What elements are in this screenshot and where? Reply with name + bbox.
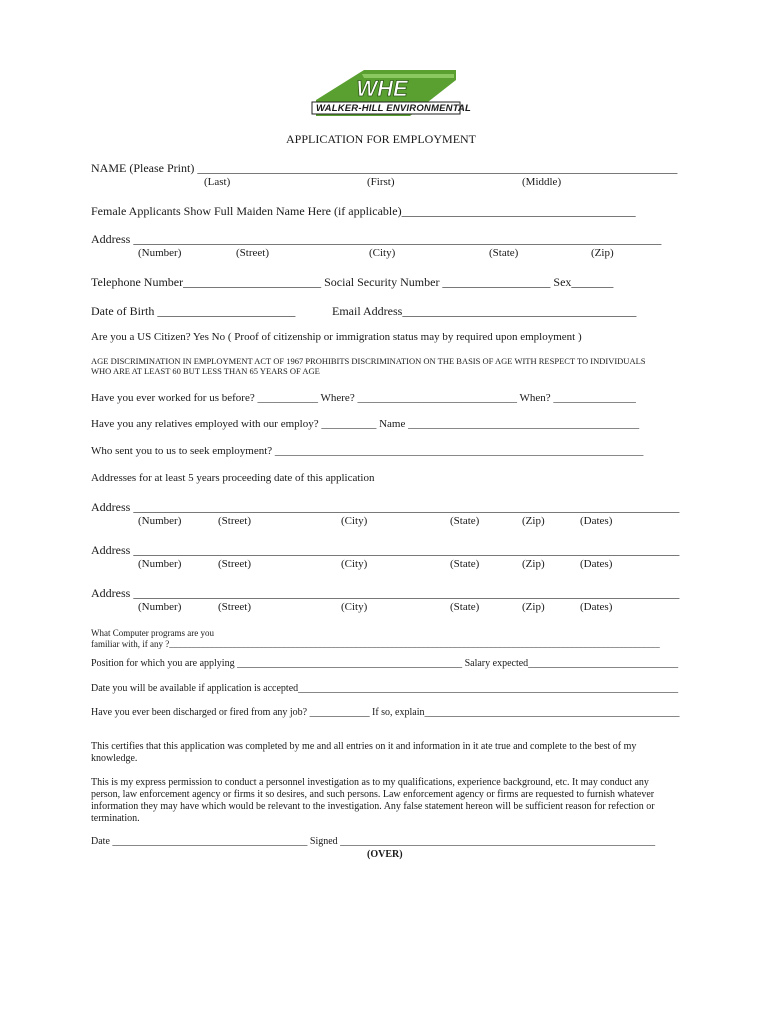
- availability-field[interactable]: Date you will be available if application is accepted____________________________________________________________________________: [91, 683, 679, 694]
- company-logo: [306, 66, 472, 120]
- worked-before-field[interactable]: Have you ever worked for us before? ___________ Where? _____________________________ When? _______________: [91, 392, 636, 404]
- address-city-label: (City): [341, 515, 368, 527]
- permission-text-4: termination.: [91, 813, 140, 824]
- age-notice-2: WHO ARE AT LEAST 60 BUT LESS THAN 65 YEARS OF AGE: [91, 366, 320, 376]
- form-title: APPLICATION FOR EMPLOYMENT: [286, 132, 477, 146]
- address-history-3[interactable]: Address ___________________________________________________________________________________________: [91, 586, 680, 600]
- permission-text-1: This is my express permission to conduct a personnel investigation as to my qualifications, experience background, etc. It may conduct any: [91, 777, 649, 788]
- address-number-label: (Number): [138, 247, 182, 259]
- address-zip-label: (Zip): [522, 558, 545, 570]
- address-state-label: (State): [450, 601, 480, 613]
- address-city-label: (City): [369, 247, 396, 259]
- date-signature-field[interactable]: Date _______________________________________ Signed _______________________________________________________________: [91, 836, 656, 847]
- maiden-name-field[interactable]: Female Applicants Show Full Maiden Name Here (if applicable)_______________________________________: [91, 204, 636, 218]
- name-middle-label: (Middle): [522, 176, 562, 188]
- certification-text: This certifies that this application was completed by me and all entries on it and information in it ate true and complete to the best of my: [91, 741, 637, 752]
- address-field[interactable]: Address ________________________________________________________________________________________: [91, 232, 662, 246]
- permission-text-3: information they may have which would be relevant to the investigation. Any false statement hereon will be sufficient reason for refection or: [91, 801, 655, 812]
- address-state-label: (State): [450, 558, 480, 570]
- address-dates-label: (Dates): [580, 558, 613, 570]
- address-number-label: (Number): [138, 558, 182, 570]
- address-city-label: (City): [341, 558, 368, 570]
- dob-field[interactable]: Date of Birth _______________________: [91, 304, 296, 318]
- over-label: (OVER): [367, 849, 403, 860]
- position-salary-field[interactable]: Position for which you are applying _____________________________________________ Salary expected______________________________: [91, 658, 679, 669]
- address-history-1[interactable]: Address ___________________________________________________________________________________________: [91, 500, 680, 514]
- address-number-label: (Number): [138, 515, 182, 527]
- address-history-2[interactable]: Address ___________________________________________________________________________________________: [91, 543, 680, 557]
- relatives-field[interactable]: Have you any relatives employed with our employ? __________ Name __________________________________________: [91, 418, 640, 430]
- name-first-label: (First): [367, 176, 395, 188]
- computer-programs-field[interactable]: familiar with, if any ?_____________________________________________________________________________________________________________: [91, 639, 660, 649]
- address-city-label: (City): [341, 601, 368, 613]
- age-notice: AGE DISCRIMINATION IN EMPLOYMENT ACT OF 1967 PROHIBITS DISCRIMINATION ON THE BASIS OF AGE WITH RESPECT TO INDIVIDUALS: [91, 356, 646, 366]
- svg-text:WHE: WHE: [356, 76, 408, 101]
- name-field[interactable]: NAME (Please Print) ________________________________________________________________________________: [91, 161, 678, 175]
- address-street-label: (Street): [218, 601, 251, 613]
- address-number-label: (Number): [138, 601, 182, 613]
- discharged-field[interactable]: Have you ever been discharged or fired from any job? ____________: [91, 707, 370, 718]
- logo-company-name: WALKER-HILL ENVIRONMENTAL: [316, 103, 472, 114]
- email-field[interactable]: Email Address_______________________________________: [332, 304, 637, 318]
- address-zip-label: (Zip): [522, 601, 545, 613]
- certification-text-2: knowledge.: [91, 753, 138, 764]
- addresses-intro: Addresses for at least 5 years proceeding date of this application: [91, 472, 375, 484]
- referral-field[interactable]: Who sent you to us to seek employment? ___________________________________________________________________: [91, 445, 644, 457]
- citizen-question[interactable]: Are you a US Citizen? Yes No ( Proof of citizenship or immigration status may by required upon employment ): [91, 331, 582, 343]
- address-state-label: (State): [450, 515, 480, 527]
- address-dates-label: (Dates): [580, 601, 613, 613]
- phone-ssn-sex-field[interactable]: Telephone Number_______________________ Social Security Number __________________ Sex_______: [91, 275, 614, 289]
- permission-text-2: person, law enforcement agency or firms it so desires, and such persons. Law enforcement agency or firms are requested to furnish whatever: [91, 789, 655, 800]
- address-zip-label: (Zip): [522, 515, 545, 527]
- explain-field[interactable]: If so, explain___________________________________________________: [372, 707, 680, 718]
- address-street-label: (Street): [236, 247, 269, 259]
- address-state-label: (State): [489, 247, 519, 259]
- computer-programs-label: What Computer programs are you: [91, 628, 214, 638]
- address-street-label: (Street): [218, 515, 251, 527]
- address-zip-label: (Zip): [591, 247, 614, 259]
- address-street-label: (Street): [218, 558, 251, 570]
- address-dates-label: (Dates): [580, 515, 613, 527]
- name-last-label: (Last): [204, 176, 231, 188]
